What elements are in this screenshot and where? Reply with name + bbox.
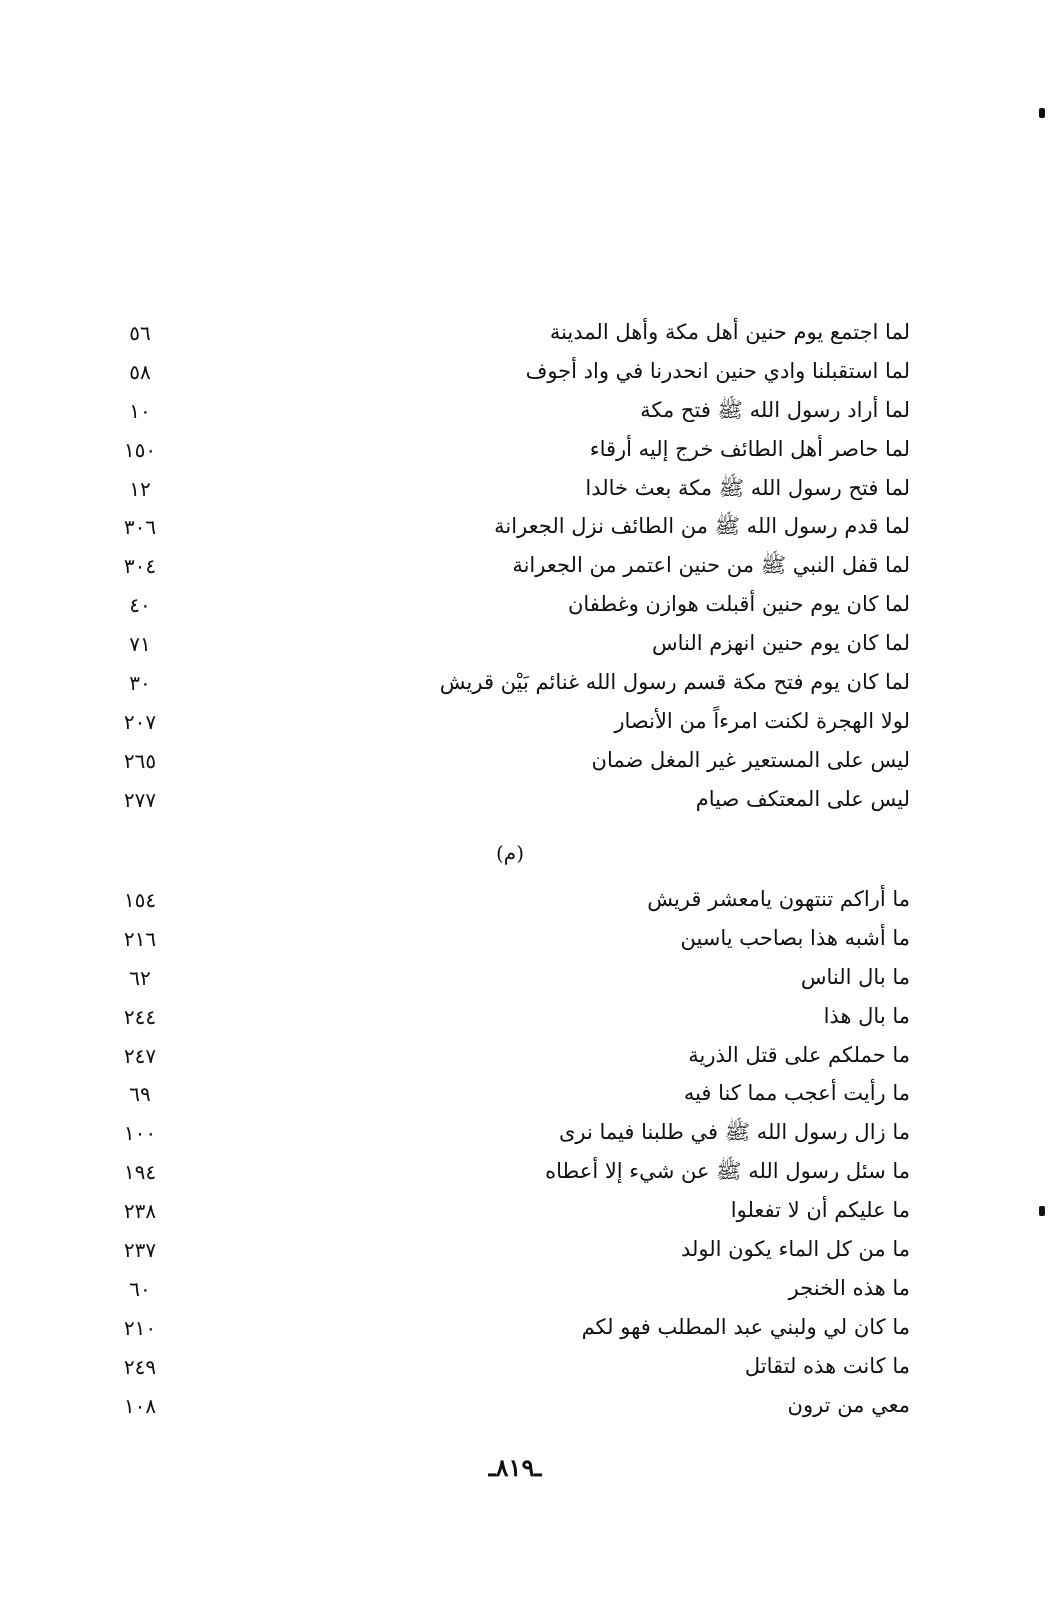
index-section-mim xyxy=(110,880,910,1424)
entry-page-number: ٢٣٧ xyxy=(123,1238,157,1263)
entry-phrase: لولا الهجرة لكنت امرءاً من الأنصار xyxy=(614,708,910,733)
index-entry xyxy=(110,585,910,624)
index-entry xyxy=(110,1347,910,1386)
entry-page-number: ٣٠٦ xyxy=(123,515,157,540)
entry-phrase: لما أراد رسول الله ﷺ فتح مكة xyxy=(640,397,910,422)
entry-page-number: ٣٠٤ xyxy=(123,554,157,579)
entry-page-number: ١٥٤ xyxy=(123,888,157,912)
index-entry xyxy=(110,1074,910,1113)
entry-phrase: ما من كل الماء يكون الولد xyxy=(680,1237,910,1262)
entry-phrase: ما أشبه هذا بصاحب ياسين xyxy=(680,925,910,950)
entry-page-number: ١٠٠ xyxy=(123,1121,157,1146)
entry-page-number: ١٥٠ xyxy=(123,437,157,462)
index-entry xyxy=(110,958,910,997)
index-entry xyxy=(110,430,910,469)
edge-mark xyxy=(1039,108,1045,118)
entry-page-number: ١٢ xyxy=(129,476,151,501)
entry-page-number: ٧١ xyxy=(129,632,151,657)
entry-phrase: ما حملكم على قتل الذرية xyxy=(688,1042,910,1067)
index-entry xyxy=(110,1113,910,1152)
entry-page-number: ٣٠ xyxy=(129,671,151,696)
entry-phrase: لما قفل النبي ﷺ من حنين اعتمر من الجعرانة xyxy=(512,553,910,578)
entry-phrase: لما استقبلنا وادي حنين انحدرنا في واد أجوف xyxy=(525,358,910,383)
index-entry xyxy=(110,997,910,1036)
entry-page-number: ٦٩ xyxy=(129,1082,151,1107)
entry-page-number: ٤٠ xyxy=(129,593,151,618)
index-entry xyxy=(110,702,910,741)
index-entry xyxy=(110,1386,910,1425)
entry-page-number: ٦٠ xyxy=(129,1276,151,1301)
index-section-lam xyxy=(110,313,910,819)
entry-phrase: لما كان يوم حنين أقبلت هوازن وغطفان xyxy=(567,592,910,617)
index-entry xyxy=(110,1036,910,1075)
entry-phrase: لما حاصر أهل الطائف خرج إليه أرقاء xyxy=(589,436,910,461)
entry-page-number: ٥٨ xyxy=(129,359,151,384)
index-entry xyxy=(110,391,910,430)
entry-page-number: ٢٧٧ xyxy=(123,787,157,812)
entry-page-number: ٢٤٧ xyxy=(123,1043,157,1068)
edge-mark xyxy=(1039,1206,1045,1216)
entry-page-number: ٢٠٧ xyxy=(123,709,157,734)
entry-page-number: ١٠٨ xyxy=(123,1393,157,1418)
entry-page-number: ٢٤٩ xyxy=(123,1354,157,1379)
entry-phrase: ما بال هذا xyxy=(823,1003,910,1028)
index-entry xyxy=(110,352,910,391)
entry-phrase: ما هذه الخنجر xyxy=(788,1275,910,1300)
entry-phrase: ليس على المستعير غير المغل ضمان xyxy=(591,747,910,772)
entry-page-number: ٢٣٨ xyxy=(123,1199,157,1224)
entry-page-number: ١٩٤ xyxy=(123,1160,157,1185)
entry-page-number: ٢١٦ xyxy=(123,926,157,951)
entry-phrase: ما كان لي ولبني عبد المطلب فهو لكم xyxy=(581,1314,910,1339)
entry-phrase: ما سئل رسول الله ﷺ عن شيء إلا أعطاه xyxy=(545,1159,910,1184)
entry-phrase: ما زال رسول الله ﷺ في طلبنا فيما نرى xyxy=(558,1120,910,1145)
index-entry xyxy=(110,1308,910,1347)
entry-phrase: لما فتح رسول الله ﷺ مكة بعث خالدا xyxy=(585,475,910,500)
entry-page-number: ٦٢ xyxy=(129,965,151,990)
entry-phrase: ما أراكم تنتهون يامعشر قريش xyxy=(647,887,910,911)
section-letter-heading: (م) xyxy=(495,841,524,865)
index-entry xyxy=(110,663,910,702)
index-entry xyxy=(110,507,910,546)
index-entry xyxy=(110,1191,910,1230)
entry-phrase: ما بال الناس xyxy=(800,964,910,989)
index-entry xyxy=(110,880,910,919)
index-entry xyxy=(110,780,910,819)
index-entry xyxy=(110,313,910,352)
entry-phrase: ما رأيت أعجب مما كنا فيه xyxy=(683,1081,910,1106)
entry-phrase: ما كانت هذه لتقاتل xyxy=(744,1353,910,1378)
entry-phrase: لما كان يوم حنين انهزم الناس xyxy=(651,631,910,656)
index-entry xyxy=(110,1152,910,1191)
entry-phrase: لما اجتمع يوم حنين أهل مكة وأهل المدينة xyxy=(549,320,910,344)
index-entry xyxy=(110,741,910,780)
entry-page-number: ٥٦ xyxy=(129,321,151,345)
entry-phrase: ليس على المعتكف صيام xyxy=(695,786,910,811)
entry-phrase: ما عليكم أن لا تفعلوا xyxy=(730,1198,910,1223)
entry-page-number: ٢٤٤ xyxy=(123,1004,157,1029)
index-entry xyxy=(110,469,910,508)
entry-page-number: ٢١٠ xyxy=(123,1315,157,1340)
index-entry xyxy=(110,1269,910,1308)
entry-phrase: لما كان يوم فتح مكة قسم رسول الله غنائم بَيْن قريش xyxy=(439,670,910,695)
index-entry xyxy=(110,1230,910,1269)
index-entry xyxy=(110,546,910,585)
entry-page-number: ٢٦٥ xyxy=(123,748,157,773)
page-number-footer: ـ٨١٩ـ xyxy=(488,1453,542,1482)
index-entry xyxy=(110,919,910,958)
entry-phrase: معي من ترون xyxy=(787,1392,910,1417)
index-entry xyxy=(110,624,910,663)
entry-phrase: لما قدم رسول الله ﷺ من الطائف نزل الجعرانة xyxy=(494,514,910,539)
entry-page-number: ١٠ xyxy=(129,398,151,423)
